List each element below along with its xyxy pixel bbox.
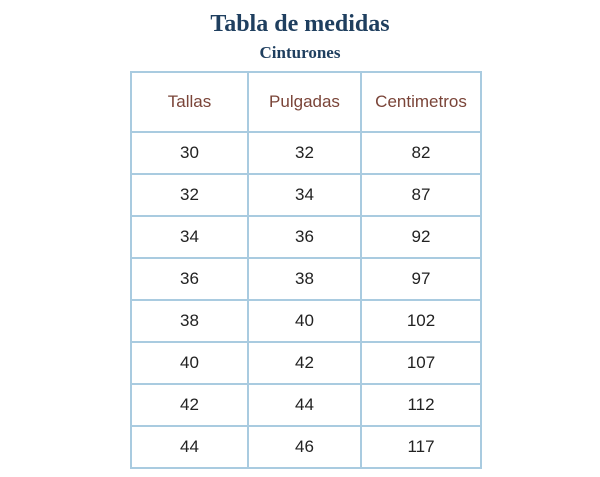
cell-centimetros: 102: [361, 300, 481, 342]
page-title: Tabla de medidas: [210, 11, 390, 37]
cell-talla: 34: [131, 216, 248, 258]
table-row: [131, 426, 481, 468]
cell-pulgadas: 34: [248, 174, 361, 216]
cell-pulgadas: 46: [248, 426, 361, 468]
cell-talla: 30: [131, 132, 248, 174]
cell-talla: 38: [131, 300, 248, 342]
column-header-centimetros: Centimetros: [361, 72, 481, 132]
cell-pulgadas: 38: [248, 258, 361, 300]
cell-talla: 40: [131, 342, 248, 384]
column-header-tallas: Tallas: [131, 72, 248, 132]
cell-talla: 32: [131, 174, 248, 216]
page-subtitle: Cinturones: [259, 43, 341, 62]
cell-talla: 42: [131, 384, 248, 426]
column-header-pulgadas: Pulgadas: [248, 72, 361, 132]
cell-centimetros: 92: [361, 216, 481, 258]
table-row: [131, 174, 481, 216]
cell-centimetros: 112: [361, 384, 481, 426]
table-row: [131, 132, 481, 174]
table-row: [131, 384, 481, 426]
cell-centimetros: 82: [361, 132, 481, 174]
table-row: [131, 342, 481, 384]
size-chart-table: [130, 71, 482, 469]
cell-pulgadas: 36: [248, 216, 361, 258]
cell-centimetros: 97: [361, 258, 481, 300]
table-row: [131, 216, 481, 258]
cell-centimetros: 87: [361, 174, 481, 216]
cell-pulgadas: 32: [248, 132, 361, 174]
table-row: [131, 258, 481, 300]
cell-pulgadas: 40: [248, 300, 361, 342]
cell-talla: 44: [131, 426, 248, 468]
table-row: [131, 300, 481, 342]
cell-pulgadas: 42: [248, 342, 361, 384]
cell-talla: 36: [131, 258, 248, 300]
cell-centimetros: 117: [361, 426, 481, 468]
cell-centimetros: 107: [361, 342, 481, 384]
cell-pulgadas: 44: [248, 384, 361, 426]
table-header-row: [131, 72, 481, 132]
